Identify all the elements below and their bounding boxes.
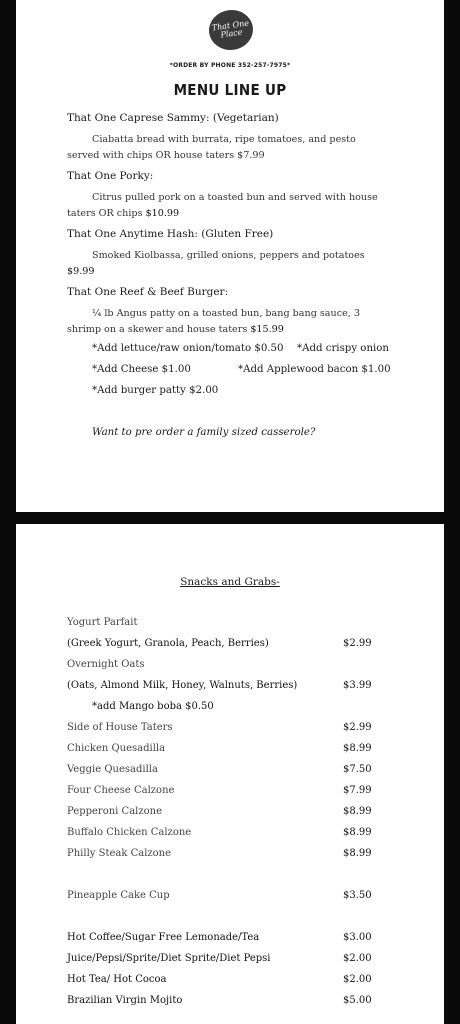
menu-item-price: $15.99 xyxy=(250,324,284,335)
snack-price: $5.00 xyxy=(343,995,372,1006)
snack-label: (Oats, Almond Milk, Honey, Walnuts, Berries) xyxy=(67,680,298,691)
addon-crispy-onion: *Add crispy onion xyxy=(297,343,389,354)
snack-price: $2.99 xyxy=(343,722,372,733)
snack-label: Pineapple Cake Cup xyxy=(67,890,170,901)
description-text: ¼ lb Angus patty on a toasted bun, bang bang sauce, 3 shrimp on a skewer and house taters xyxy=(67,308,360,335)
snack-label: Brazilian Virgin Mojito xyxy=(67,995,183,1006)
snack-price: $2.00 xyxy=(343,974,372,985)
snack-price: $8.99 xyxy=(343,806,372,817)
section-title: Snacks and Grabs- xyxy=(180,576,280,588)
addon-cheese: *Add Cheese $1.00 xyxy=(92,364,191,375)
addon-burger-patty: *Add burger patty $2.00 xyxy=(92,385,219,396)
snack-price: $3.50 xyxy=(343,890,372,901)
snack-label: (Greek Yogurt, Granola, Peach, Berries) xyxy=(67,638,269,649)
casserole-question: Want to pre order a family sized casserole? xyxy=(92,427,316,438)
snack-label: Overnight Oats xyxy=(67,659,145,670)
phone-note: *ORDER BY PHONE 352-257-7975* xyxy=(169,62,291,69)
snack-price: $3.00 xyxy=(343,932,372,943)
snack-label: Hot Coffee/Sugar Free Lemonade/Tea xyxy=(67,932,260,943)
snack-label: Buffalo Chicken Calzone xyxy=(67,827,192,838)
snack-label: Pepperoni Calzone xyxy=(67,806,162,817)
snack-price: $8.99 xyxy=(343,743,372,754)
description-text: Smoked Kiolbassa, grilled onions, peppers and potatoes xyxy=(92,250,365,261)
snack-price: $7.99 xyxy=(343,785,372,796)
snack-label: Four Cheese Calzone xyxy=(67,785,175,796)
snack-label: Chicken Quesadilla xyxy=(67,743,166,754)
menu-title: MENU LINE UP xyxy=(173,81,287,99)
menu-item-description xyxy=(67,306,377,338)
menu-item-name: That One Anytime Hash: (Gluten Free) xyxy=(67,228,274,240)
menu-item-name: That One Porky: xyxy=(67,170,154,182)
menu-item-description: Ciabatta bread with burrata, ripe tomatoes, and pesto served with chips OR house taters $7.99 xyxy=(67,134,356,161)
snack-price: $8.99 xyxy=(343,827,372,838)
snack-price: $2.99 xyxy=(343,638,372,649)
snack-price: $8.99 xyxy=(343,848,372,859)
snack-label: Juice/Pepsi/Sprite/Diet Sprite/Diet Pepsi xyxy=(67,953,271,964)
snack-label: *add Mango boba $0.50 xyxy=(92,701,214,712)
addon-lettuce: *Add lettuce/raw onion/tomato $0.50 xyxy=(92,343,284,354)
description-text: Citrus pulled pork on a toasted bun and served with house taters OR chips xyxy=(67,192,378,219)
snack-label: Side of House Taters xyxy=(67,722,173,733)
addon-bacon: *Add Applewood bacon $1.00 xyxy=(238,364,391,375)
menu-item-description xyxy=(67,190,397,222)
snack-price: $7.50 xyxy=(343,764,372,775)
snack-label: Veggie Quesadilla xyxy=(67,764,158,775)
menu-item-name: That One Reef & Beef Burger: xyxy=(67,286,229,298)
snack-label: Hot Tea/ Hot Cocoa xyxy=(67,974,167,985)
snack-price: $2.00 xyxy=(343,953,372,964)
snack-price: $3.99 xyxy=(343,680,372,691)
snack-label: Philly Steak Calzone xyxy=(67,848,172,859)
menu-item-price: $9.99 xyxy=(67,266,95,277)
logo-text: That One Place xyxy=(211,18,250,40)
snack-label: Yogurt Parfait xyxy=(67,617,138,628)
menu-item-name: That One Caprese Sammy: (Vegetarian) xyxy=(67,112,279,124)
menu-item-description xyxy=(67,248,387,280)
menu-item-price: $10.99 xyxy=(145,208,180,219)
